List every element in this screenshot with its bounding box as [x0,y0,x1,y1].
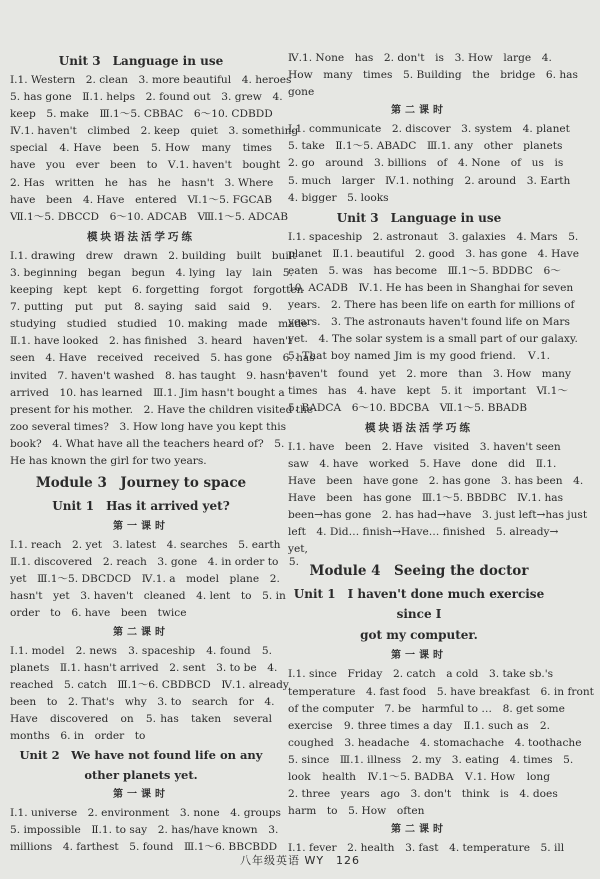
answer-line: years. 3. The astronauts haven't found life on Mars [288,316,570,329]
answer-line: left 4. Did… finish→Have… finished 5. already→ [288,526,559,539]
answer-line: seen 4. Have received received 5. has gone 6. has [10,352,315,365]
answer-line: months 6. in order to [10,730,146,742]
answer-line: Ⅶ.1～5. DBCCD 6～10. ADCAB Ⅷ.1～5. ADCAB [10,210,288,223]
answer-line: order to 6. have been twice [10,607,187,620]
answer-line: look health Ⅳ.1～5. BADBA Ⅴ.1. How long [288,771,550,783]
unit-heading: Unit 3 Language in use [58,54,224,68]
answer-line: Ⅱ.1. have looked 2. has finished 3. heard haven't [10,335,293,348]
answer-line: Ⅰ.1. spaceship 2. astronaut 3. galaxies 4. Mars 5. [288,230,579,243]
left-column [10,50,315,856]
answer-line: 2. go around 3. billions of 4. None of us is [288,157,564,170]
answer-line: 5. take Ⅱ.1～5. ABADC Ⅲ.1. any other planets [288,140,563,153]
lesson-heading: 第一课时 [113,789,169,801]
lesson-heading: 第一课时 [391,650,447,662]
answer-line: How many times 5. Building the bridge 6. has [288,69,578,82]
answer-line: millions 4. farthest 5. found Ⅲ.1～6. BBCBDD [10,841,278,854]
unit-heading: Unit 1 I haven't done much exercise since I [293,587,545,622]
lesson-heading: 第二课时 [113,626,169,638]
answer-line: of the computer 7. be harmful to … 8. get some [288,702,565,715]
unit-heading: Unit 1 Has it arrived yet? [52,499,230,514]
answer-line: Ⅱ.1. discovered 2. reach 3. gone 4. in order to 5. [10,556,300,569]
answer-line: years. 2. There has been life on earth for millions of [288,299,575,312]
answer-line: Ⅰ.1. Western 2. clean 3. more beautiful 4. heroes [10,74,292,86]
answer-line: reached 5. catch Ⅲ.1～6. CBDBCD Ⅳ.1. already [10,678,289,691]
answer-line: arrived 10. has learned Ⅲ.1. Jim hasn't bought a [10,386,285,399]
answer-line: 2. Has written he has he hasn't 3. Where [10,176,274,189]
section-heading: 模块语法活学巧练 [87,230,195,243]
answer-line: times has 4. have kept 5. it important Ⅵ.1～ [288,384,568,397]
answer-line: Ⅰ.1. model 2. news 3. spaceship 4. found 5. [10,644,272,657]
answer-line: keep 5. make Ⅲ.1～5. CBBAC 6～10. CDBDD [10,108,273,121]
answer-line: 2. three years ago 3. don't think is 4. does [288,788,558,801]
answer-line: 5. That boy named Jim is my good friend. Ⅴ.1. [288,350,550,363]
unit-heading: Unit 3 Language in use [336,210,502,225]
answer-line: 10. ACADB Ⅳ.1. He has been in Shanghai for seven [288,282,574,295]
answer-line: book? 4. What have all the teachers heard of? 5. [10,437,285,450]
answer-line: 5. has gone Ⅱ.1. helps 2. found out 3. grew 4. [10,91,283,104]
answer-line: 4. bigger 5. looks [288,191,389,204]
answer-line: Have been have gone 2. has gone 3. has been 4. [288,474,584,487]
answer-line: Ⅰ.1. drawing drew drawn 2. building built built [10,249,297,262]
answer-line: Ⅳ.1. haven't climbed 2. keep quiet 3. something [10,125,299,138]
answer-line: Ⅰ.1. universe 2. environment 3. none 4. groups [10,807,281,820]
answer-line: temperature 4. fast food 5. have breakfast 6. in front [288,685,594,698]
answer-line: saw 4. have worked 5. Have done did Ⅱ.1. [288,457,557,470]
answer-line: planets Ⅱ.1. hasn't arrived 2. sent 3. to be 4. [10,661,278,674]
answer-line: zoo several times? 3. How long have you kept this [10,420,287,433]
answer-line: present for his mother. 2. Have the children visited the [10,403,314,416]
answer-line: harm to 5. How often [288,805,425,818]
answer-line: Ⅳ.1. None has 2. don't is 3. How large 4. [288,52,552,64]
right-column [288,50,594,857]
unit-heading: Unit 2 We have not found life on any other planets yet. [19,748,263,783]
answer-line: been to 2. That's why 3. to search for 4. [10,695,275,708]
lesson-heading: 第二课时 [391,105,447,117]
answer-line: Ⅰ.1. since Friday 2. catch a cold 3. take sb.'s [288,668,554,681]
answer-line: yet Ⅲ.1～5. DBCDCD Ⅳ.1. a model plane 2. [10,573,280,586]
answer-line: been→has gone 2. has had→have 3. just left→has just [288,509,588,522]
answer-line: have you ever been to Ⅴ.1. haven't bought [10,159,281,172]
answer-line: invited 7. haven't washed 8. has taught 9. hasn't [10,369,293,382]
answer-line: studying studied studied 10. making made made [10,318,308,331]
unit-heading: got my computer. [360,628,478,643]
answer-line: Ⅰ.1. reach 2. yet 3. latest 4. searches 5. earth [10,539,281,552]
answer-line: 5. impossible Ⅱ.1. to say 2. has/have known 3. [10,824,279,837]
answer-line: haven't found yet 2. more than 3. How many [288,367,571,380]
answer-line: He has known the girl for two years. [10,454,207,467]
answer-line: 5. much larger Ⅳ.1. nothing 2. around 3. Earth [288,174,571,187]
answer-line: 5. since Ⅲ.1. illness 2. my 3. eating 4. times 5. [288,753,574,766]
lesson-heading: 第二课时 [391,824,447,836]
answer-line: eaten 5. was has become Ⅲ.1～5. BDDBC 6～ [288,264,561,277]
section-heading: 模块语法活学巧练 [365,421,473,434]
answer-line: Ⅰ.1. communicate 2. discover 3. system 4. planet [288,123,570,136]
lesson-heading: 第一课时 [113,521,169,533]
answer-line: have been 4. Have entered Ⅵ.1～5. FGCAB [10,193,272,206]
module-heading: Module 3 Journey to space [35,475,247,492]
answer-line: exercise 9. three times a day Ⅱ.1. such as 2. [288,719,550,732]
answer-line: yet, [288,543,308,556]
answer-line: 7. putting put put 8. saying said said 9. [10,301,272,314]
answer-line: Have been has gone Ⅲ.1～5. BBDBC Ⅳ.1. has [288,492,564,505]
answer-line: yet. 4. The solar system is a small part of our galaxy. [288,333,578,346]
answer-line: Ⅰ.1. fever 2. health 3. fast 4. temperature 5. ill [288,842,565,855]
answer-line: gone [288,86,315,99]
answer-line: coughed 3. headache 4. stomachache 4. toothache [288,736,582,749]
answer-line: hasn't yet 3. haven't cleaned 4. lent to 5. in [10,590,286,603]
answer-line: 5. BADCA 6～10. BDCBA Ⅶ.1～5. BBADB [288,401,528,414]
answer-line: planet Ⅱ.1. beautiful 2. good 3. has gone 4. Have [288,247,579,260]
answer-line: Ⅰ.1. have been 2. Have visited 3. haven't seen [288,440,561,453]
page-footer: 八年级英语 WY 126 [239,854,361,867]
answer-line: special 4. Have been 5. How many times [10,142,272,155]
answer-line: 3. beginning began begun 4. lying lay lain 5. [10,266,293,279]
answer-line: Have discovered on 5. has taken several [10,712,272,725]
answer-line: keeping kept kept 6. forgetting forgot forgotten [10,284,304,297]
module-heading: Module 4 Seeing the doctor [309,563,529,580]
